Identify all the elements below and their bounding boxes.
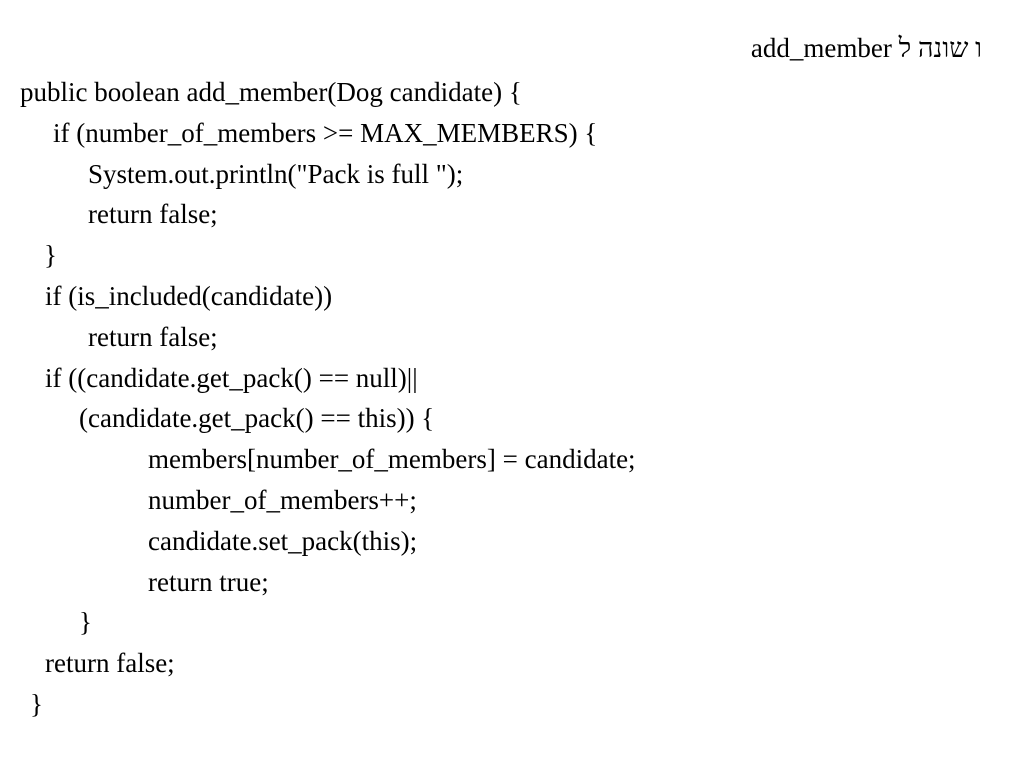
code-line-text: if (is_included(candidate)) — [45, 280, 333, 311]
code-line-text: } — [79, 607, 92, 638]
code-line-text: } — [30, 688, 43, 719]
code-line-text: } — [44, 240, 57, 271]
code-line-text: public boolean add_member(Dog candidate) { — [20, 77, 522, 107]
code-line-text: if ((candidate.get_pack() == null)|| — [45, 362, 418, 393]
slide-title: add_member ו שונה ל — [750, 33, 982, 63]
code-line-text: members[number_of_members] = candidate; — [148, 444, 636, 475]
code-line-text: number_of_members++; — [148, 484, 417, 515]
code-line-text: System.out.println("Pack is full "); — [88, 158, 464, 189]
code-line-text: return false; — [88, 321, 218, 352]
code-line-text: candidate.set_pack(this); — [148, 525, 418, 556]
code-line-text: return false; — [88, 199, 218, 230]
code-line-text: return true; — [148, 566, 269, 597]
code-line-text: return false; — [45, 648, 175, 679]
code-line-text: (candidate.get_pack() == this)) { — [79, 403, 435, 434]
code-line-text: if (number_of_members >= MAX_MEMBERS) { — [53, 117, 598, 148]
